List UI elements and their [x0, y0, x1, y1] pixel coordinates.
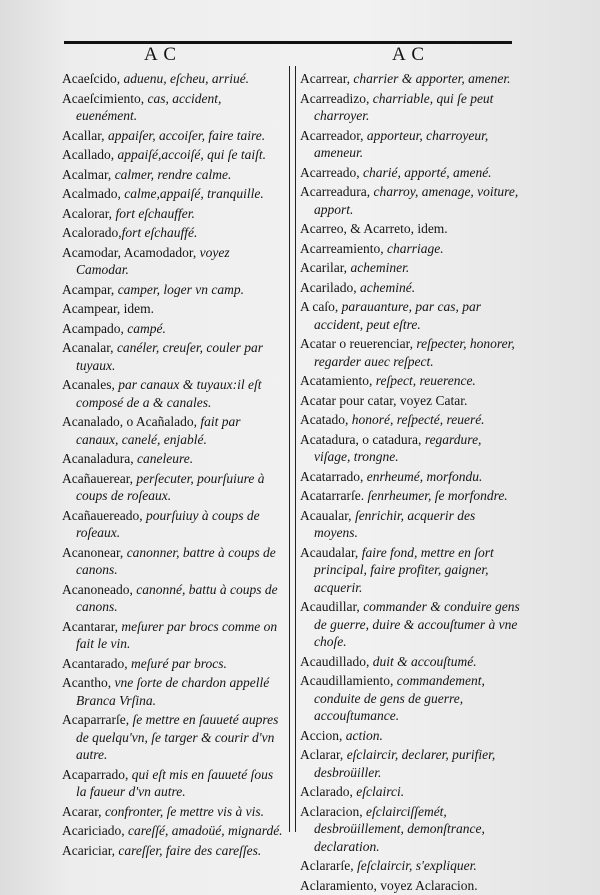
- dictionary-entry: [62, 339, 284, 374]
- entry-headword: Acalmar,: [62, 166, 112, 182]
- entry-definition: careſſé, amadoüé, mignardé.: [124, 823, 283, 838]
- dictionary-entry: [62, 842, 284, 860]
- entry-definition: charriable, qui ſe peut charroyer.: [314, 90, 494, 123]
- entry-definition: meſuré par brocs.: [127, 655, 227, 671]
- dictionary-entry: [62, 581, 284, 616]
- entry-headword: Acamodar, Acamodador,: [62, 244, 197, 260]
- entry-definition: camper, loger vn camp.: [114, 281, 245, 297]
- entry-definition: appaiſé,accoiſé, qui ſe taiſt.: [114, 147, 266, 162]
- entry-headword: Aclaramiento, voyez Aclaracion.: [300, 877, 478, 893]
- entry-headword: Acatadura, o catadura,: [300, 431, 422, 447]
- entry-headword: Acampado,: [62, 320, 124, 336]
- entry-definition: regardure, viſage, trongne.: [314, 431, 482, 464]
- entry-headword: Acatado,: [300, 412, 349, 427]
- dictionary-entry: [62, 413, 284, 448]
- dictionary-entry: [62, 450, 284, 468]
- dictionary-entry: [300, 183, 520, 218]
- entry-definition: calme,appaiſé, tranquille.: [120, 186, 264, 201]
- entry-definition: reſpect, reuerence.: [372, 373, 476, 388]
- dictionary-entry: [300, 90, 520, 125]
- entry-definition: commandement, conduite de gens de guerre, accouſtumance.: [314, 673, 485, 723]
- entry-definition: faire fond, mettre en ſort principal, faire profiter, gaigner, acquerir.: [314, 544, 494, 595]
- entry-definition: action.: [342, 727, 383, 743]
- dictionary-entry: [62, 205, 284, 223]
- entry-definition: canonner, battre à coups de canons.: [76, 544, 276, 577]
- dictionary-entry: [300, 298, 520, 333]
- dictionary-entry: [300, 487, 520, 505]
- entry-definition: reſpecter, honorer, regarder auec reſpect.: [314, 336, 515, 369]
- running-head-left: A C: [144, 44, 178, 65]
- entry-definition: fort eſchauffer.: [112, 205, 195, 221]
- dictionary-entry: [300, 259, 520, 277]
- dictionary-entry: [62, 766, 284, 801]
- dictionary-entry: [300, 598, 520, 651]
- entry-headword: Acallar,: [62, 127, 105, 143]
- entry-headword: Acallado,: [62, 147, 115, 162]
- entry-definition: cas, accident, euenément.: [76, 90, 222, 123]
- entry-headword: Aclarar,: [300, 747, 344, 762]
- entry-headword: Aclarado,: [300, 784, 353, 799]
- entry-headword: Acaudillar,: [300, 599, 360, 614]
- entry-definition: vne ſorte de chardon appellé Branca Vrſina.: [76, 675, 270, 708]
- entry-headword: Acatarrarſe.: [300, 488, 365, 503]
- entry-headword: A caſo,: [300, 299, 339, 314]
- dictionary-entry: [62, 244, 284, 279]
- entry-definition: ſe mettre en ſauueté aupres de quelqu'vn, ſe targer & courir d'vn autre.: [76, 712, 279, 762]
- entry-headword: Acalorar,: [62, 205, 113, 221]
- entry-headword: Acarreadizo,: [300, 90, 370, 106]
- entry-definition: charié, apporté, amené.: [359, 164, 492, 180]
- entry-headword: Acatarrado,: [300, 468, 364, 484]
- dictionary-entry: [62, 146, 284, 164]
- entry-headword: Acatar o reuerenciar,: [300, 336, 414, 351]
- dictionary-entry: [300, 70, 520, 88]
- dictionary-entry: [62, 618, 284, 653]
- column-divider: [289, 66, 296, 832]
- entry-definition: fort eſchauffé.: [121, 225, 198, 240]
- entry-headword: Acariciar,: [62, 842, 116, 858]
- dictionary-entry: [300, 507, 520, 542]
- top-rule: [64, 41, 512, 44]
- entry-headword: Acaeſcimiento,: [62, 90, 145, 106]
- entry-definition: aduenu, eſcheu, arriué.: [120, 71, 250, 86]
- dictionary-entry: [62, 822, 284, 840]
- entry-definition: charriage.: [383, 240, 444, 256]
- dictionary-entry: [300, 335, 520, 370]
- entry-definition: meſurer par brocs comme on fait le vin.: [76, 618, 278, 651]
- entry-headword: Acarrear,: [300, 71, 351, 86]
- entry-headword: Acarreador,: [300, 127, 364, 143]
- entry-definition: ſenrheumer, ſe morfondre.: [364, 488, 508, 503]
- entry-definition: charrier & apporter, amener.: [350, 71, 511, 86]
- entry-headword: Acaparrado,: [62, 766, 129, 782]
- entry-definition: careſſer, faire des careſſes.: [115, 842, 262, 858]
- dictionary-entry: [300, 468, 520, 486]
- dictionary-entry: [300, 783, 520, 801]
- entry-headword: Acanaladura,: [62, 451, 134, 466]
- entry-definition: eſclairci.: [352, 784, 405, 799]
- entry-headword: Acantarar,: [62, 618, 119, 634]
- entry-headword: Acariciado,: [62, 823, 125, 838]
- entry-definition: caneleure.: [133, 451, 194, 466]
- entry-definition: eſclaircir, declarer, purifier, desbroüiller.: [314, 747, 496, 780]
- dictionary-entry: [300, 544, 520, 597]
- entry-headword: Acanales: [62, 377, 112, 392]
- dictionary-entry: [62, 803, 284, 821]
- entry-definition: canonné, battu à coups de canons.: [76, 581, 278, 614]
- entry-headword: Acampar,: [62, 281, 115, 297]
- dictionary-entry: [62, 127, 284, 145]
- entry-definition: enrheumé, morfondu.: [363, 468, 483, 484]
- entry-headword: Acarilado,: [300, 279, 357, 295]
- dictionary-entry: [62, 166, 284, 184]
- entry-headword: Aclaracion,: [300, 803, 363, 819]
- dictionary-entry: [300, 653, 520, 671]
- entry-headword: Acanonear,: [62, 544, 124, 560]
- dictionary-entry: [62, 470, 284, 505]
- entry-headword: Acalmado,: [62, 186, 121, 201]
- dictionary-entry: [62, 655, 284, 673]
- dictionary-entry: [300, 392, 520, 410]
- running-head-right: A C: [392, 44, 426, 65]
- dictionary-entry: [62, 544, 284, 579]
- dictionary-entry: [300, 672, 520, 725]
- entry-definition: pourſuiuy à coups de roſeaux.: [76, 507, 260, 540]
- entry-definition: appaiſer, accoiſer, faire taire.: [104, 127, 266, 143]
- dictionary-entry: [300, 857, 520, 875]
- dictionary-entry: [300, 164, 520, 182]
- entry-definition: calmer, rendre calme.: [111, 166, 232, 182]
- dictionary-entry: [300, 803, 520, 856]
- entry-definition: canéler, creuſer, couler par tuyaux.: [76, 340, 264, 373]
- entry-definition: charroy, amenage, voiture, apport.: [314, 184, 519, 217]
- entry-headword: Acantho,: [62, 675, 112, 690]
- dictionary-entry: [62, 185, 284, 203]
- entry-definition: confronter, ſe mettre vis à vis.: [101, 803, 265, 819]
- dictionary-entry: [300, 877, 520, 895]
- entry-headword: Acaparrarſe,: [62, 712, 130, 727]
- entry-headword: Acanoneado,: [62, 581, 133, 597]
- entry-headword: Acampear, idem.: [62, 301, 155, 316]
- entry-definition: ſenrichir, acquerir des moyens.: [314, 507, 476, 540]
- dictionary-entry: [62, 376, 284, 411]
- dictionary-entry: [300, 279, 520, 297]
- dictionary-entry: [300, 240, 520, 258]
- entry-definition: acheminer.: [347, 260, 410, 275]
- entry-definition: apporteur, charroyeur, ameneur.: [314, 127, 489, 160]
- entry-definition: perſecuter, pourſuiure à coups de roſeaux.: [76, 470, 265, 503]
- dictionary-entry: [62, 281, 284, 299]
- entry-headword: Acalorado,: [62, 225, 122, 240]
- entry-definition: voyez Camodar.: [76, 244, 230, 277]
- entry-headword: Acañauereado,: [62, 507, 143, 523]
- dictionary-entry: [62, 90, 284, 125]
- entry-headword: Acatamiento,: [300, 373, 373, 388]
- dictionary-entry: [300, 727, 520, 745]
- entry-headword: Acaudillado,: [300, 653, 370, 669]
- dictionary-entry: [62, 70, 284, 88]
- entry-headword: Acanalado, o Acañalado,: [62, 414, 197, 429]
- entry-headword: Acaudillamiento,: [300, 673, 394, 688]
- right-column: [300, 70, 520, 895]
- entry-headword: Acarreado,: [300, 164, 360, 180]
- dictionary-entry: [300, 220, 520, 238]
- left-column: [62, 70, 284, 861]
- entry-headword: Acaualar,: [300, 507, 352, 523]
- entry-headword: Aclararſe,: [300, 858, 354, 873]
- dictionary-entry: [300, 411, 520, 429]
- entry-headword: Acarreadura,: [300, 184, 371, 199]
- entry-definition: acheminé.: [356, 279, 416, 295]
- entry-headword: Acarreo, & Acarreto, idem.: [300, 221, 448, 236]
- entry-definition: duit & accouſtumé.: [369, 653, 477, 669]
- entry-definition: ſeſclaircir, s'expliquer.: [353, 858, 477, 873]
- entry-definition: eſclairciſſemét, desbroüillement, demonſtrance, declaration.: [314, 803, 485, 854]
- dictionary-entry: [62, 711, 284, 764]
- entry-definition: qui eſt mis en ſauueté ſous la faueur d'vn autre.: [76, 766, 274, 799]
- entry-definition: campé.: [123, 320, 166, 336]
- dictionary-entry: [62, 300, 284, 318]
- entry-headword: Acatar pour catar, voyez Catar.: [300, 392, 468, 408]
- dictionary-entry: [300, 746, 520, 781]
- dictionary-entry: [62, 674, 284, 709]
- dictionary-entry: [300, 431, 520, 466]
- entry-definition: , par canaux & tuyaux:il eſt composé de a & canales.: [76, 377, 262, 410]
- entry-headword: Acantarado,: [62, 655, 128, 671]
- dictionary-entry: [62, 507, 284, 542]
- dictionary-entry: [62, 224, 284, 242]
- entry-definition: parauanture, par cas, par accident, peut eſtre.: [314, 299, 482, 332]
- entry-headword: Acarreamiento,: [300, 240, 384, 256]
- entry-headword: Acañauerear,: [62, 470, 134, 486]
- entry-definition: fait par canaux, canelé, enjablé.: [76, 414, 241, 447]
- entry-headword: Acaeſcido,: [62, 71, 121, 86]
- dictionary-entry: [300, 372, 520, 390]
- entry-definition: commander & conduire gens de guerre, duire & accouſtumer à vne choſe.: [314, 599, 520, 649]
- dictionary-entry: [300, 127, 520, 162]
- entry-headword: Accion,: [300, 727, 343, 743]
- entry-headword: Acanalar,: [62, 340, 114, 355]
- entry-headword: Acaudalar,: [300, 544, 359, 560]
- dictionary-entry: [62, 320, 284, 338]
- entry-definition: honoré, reſpecté, reueré.: [348, 412, 485, 427]
- entry-headword: Acarilar,: [300, 260, 348, 275]
- entry-headword: Acarar,: [62, 803, 102, 819]
